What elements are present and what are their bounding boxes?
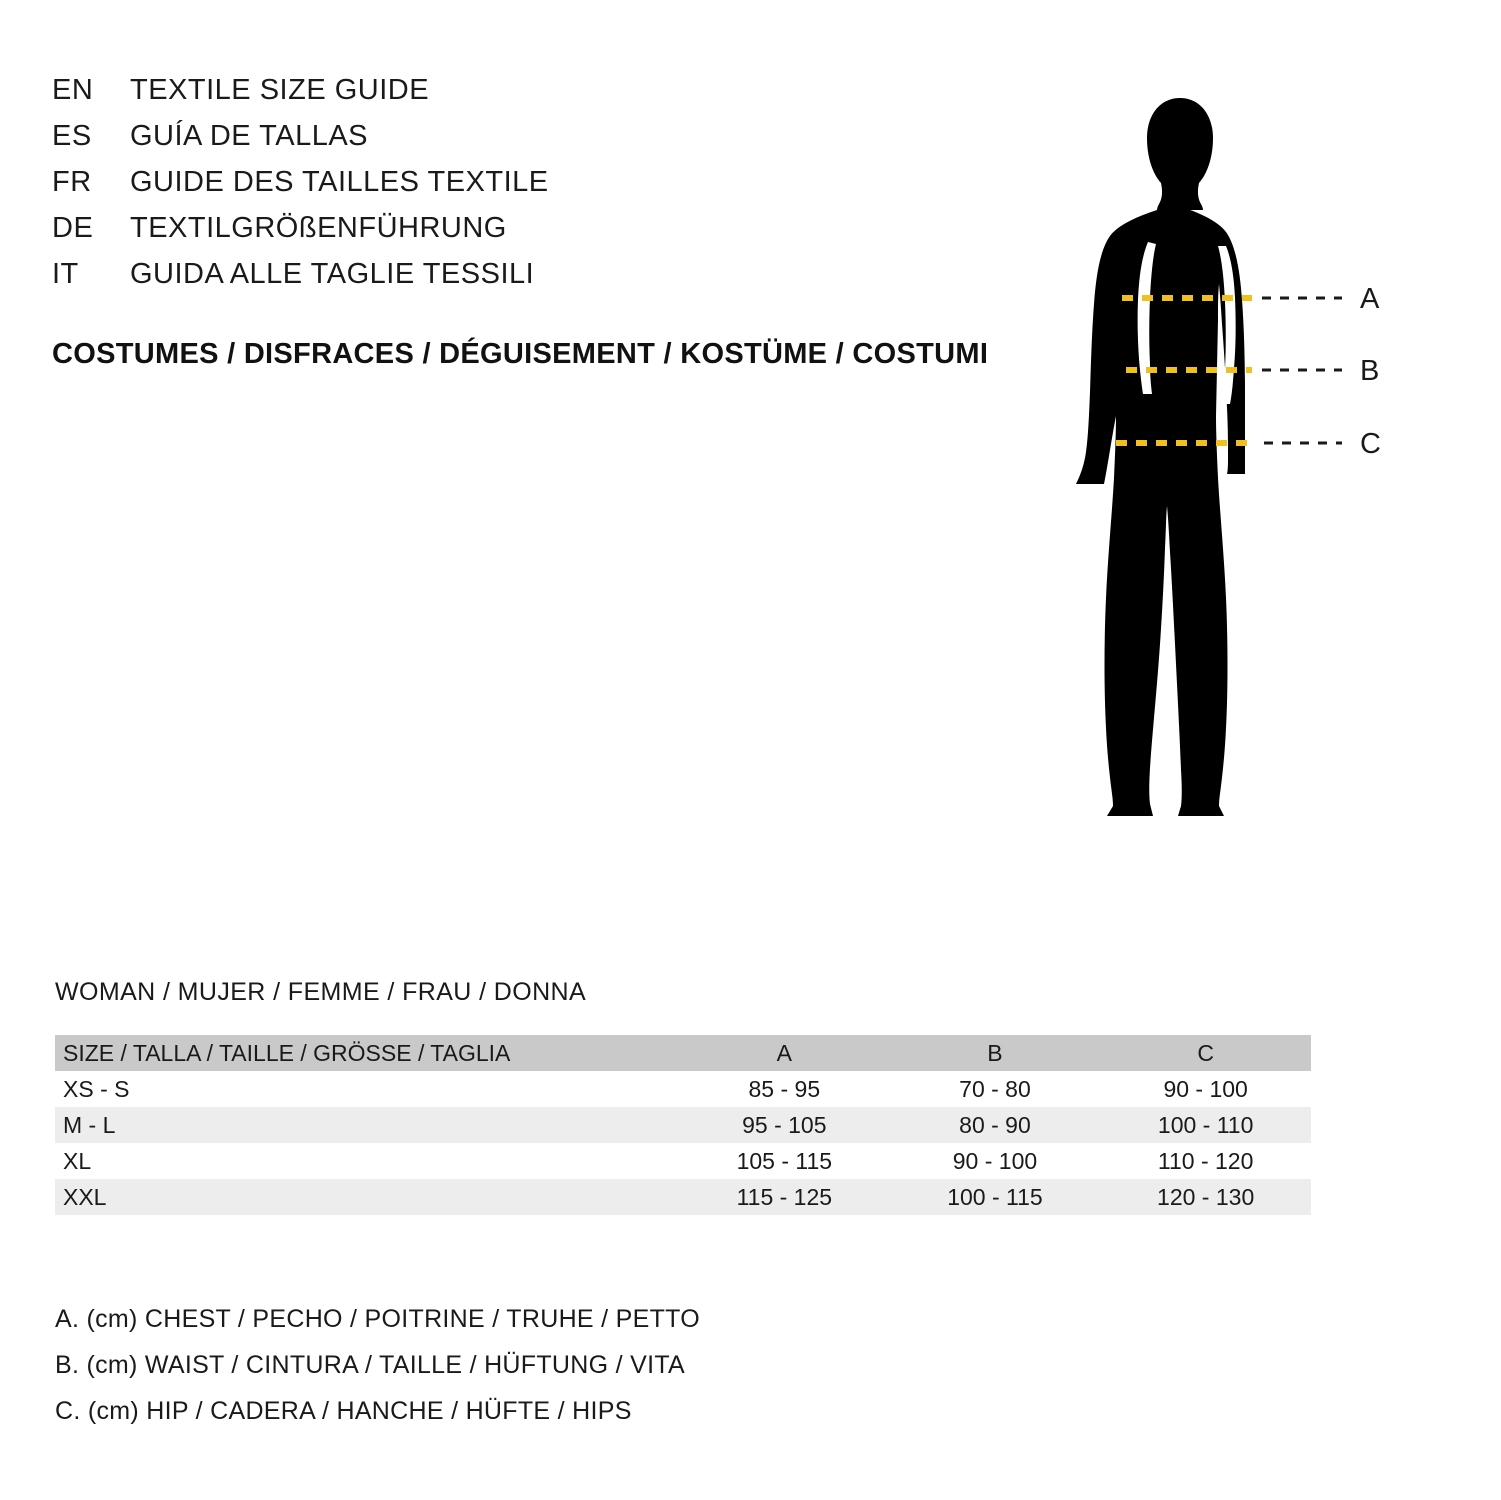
column-header-c: C	[1197, 1039, 1214, 1066]
footnote-b: B. (cm) WAIST / CINTURA / TAILLE / HÜFTUNG / VITA	[55, 1351, 686, 1379]
table-section-title: WOMAN / MUJER / FEMME / FRAU / DONNA	[55, 978, 587, 1006]
language-row	[52, 258, 1012, 304]
language-row	[52, 74, 1012, 120]
cell-c: 100 - 110	[1157, 1111, 1254, 1138]
table-row	[55, 1179, 1311, 1215]
cell-a: 95 - 105	[742, 1111, 827, 1138]
language-row	[52, 212, 1012, 258]
language-code: ES	[52, 120, 92, 152]
language-code: IT	[52, 258, 79, 290]
cell-b: 90 - 100	[952, 1147, 1038, 1174]
cell-size: XXL	[63, 1183, 107, 1210]
language-text: TEXTILGRÖßENFÜHRUNG	[130, 212, 507, 244]
cell-b: 100 - 115	[947, 1183, 1043, 1210]
cell-c: 120 - 130	[1157, 1183, 1255, 1210]
language-text: TEXTILE SIZE GUIDE	[130, 74, 430, 106]
language-text: GUÍA DE TALLAS	[130, 120, 369, 152]
cell-c: 110 - 120	[1157, 1147, 1254, 1174]
marker-label-c: C	[1360, 428, 1381, 460]
table-row	[55, 1107, 1311, 1143]
cell-a: 85 - 95	[748, 1075, 821, 1102]
cell-a: 115 - 125	[736, 1183, 833, 1210]
cell-c: 90 - 100	[1163, 1075, 1248, 1102]
marker-label-a: A	[1360, 283, 1380, 315]
cell-size: XS - S	[63, 1075, 130, 1102]
cell-a: 105 - 115	[736, 1147, 833, 1174]
language-code: FR	[52, 166, 92, 198]
column-header-size: SIZE / TALLA / TAILLE / GRÖSSE / TAGLIA	[63, 1039, 511, 1066]
table-header-row	[55, 1035, 1311, 1071]
cell-size: M - L	[63, 1111, 116, 1138]
marker-label-b: B	[1360, 355, 1380, 387]
language-code: EN	[52, 74, 94, 106]
category-line: COSTUMES / DISFRACES / DÉGUISEMENT / KOSTÜME / COSTUMI	[52, 338, 989, 370]
cell-b: 80 - 90	[959, 1111, 1031, 1138]
language-row	[52, 166, 1012, 212]
language-header-block	[52, 74, 1012, 304]
language-code: DE	[52, 212, 94, 244]
column-header-b: B	[987, 1039, 1003, 1066]
cell-b: 70 - 80	[959, 1075, 1031, 1102]
language-text: GUIDA ALLE TAGLIE TESSILI	[130, 258, 535, 290]
woman-silhouette-icon	[1030, 60, 1470, 940]
footnote-a: A. (cm) CHEST / PECHO / POITRINE / TRUHE / PETTO	[55, 1305, 701, 1333]
figure-area	[1030, 60, 1470, 940]
column-header-a: A	[776, 1039, 792, 1066]
table-row	[55, 1071, 1311, 1107]
size-table	[55, 1035, 1311, 1215]
language-text: GUIDE DES TAILLES TEXTILE	[130, 166, 549, 198]
table-row	[55, 1143, 1311, 1179]
cell-size: XL	[63, 1147, 92, 1174]
footnotes	[55, 1296, 700, 1434]
footnote-c: C. (cm) HIP / CADERA / HANCHE / HÜFTE / HIPS	[55, 1397, 632, 1425]
language-row	[52, 120, 1012, 166]
